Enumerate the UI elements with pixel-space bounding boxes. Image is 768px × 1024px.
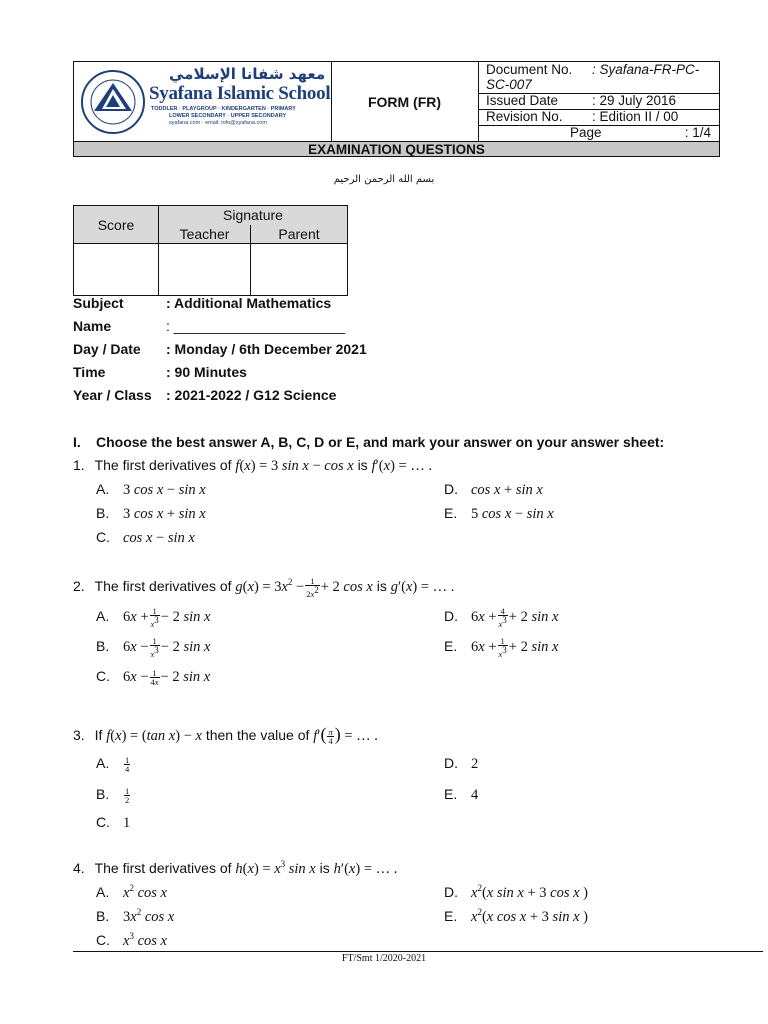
question-prefix: The first derivatives of [94, 577, 232, 594]
question-3-expression: f(x) = (tan x) − x [106, 728, 202, 744]
q2-option-e[interactable]: E. 6x + $\frac{1}{x^3}$ + 2 sin x [444, 636, 559, 659]
q1-option-c[interactable]: C. cos x − sin x [96, 529, 195, 546]
question-number: 2. [73, 577, 85, 594]
question-4-target: h′(x) = … . [333, 860, 398, 877]
question-3-target: f′( $\frac{\pi}{4}$ ) = … . [313, 724, 378, 747]
field-value: : 2021-2022 / G12 Science [166, 387, 337, 403]
q2-option-a[interactable]: A. 6x + $\frac{1}{x^3}$ − 2 sin x [96, 606, 211, 629]
document-info [478, 62, 719, 141]
question-mid: then the value of [205, 727, 310, 743]
school-levels-1: TODDLER · PLAYGROUP · KINDERGARTEN · PRIMARY [151, 106, 296, 112]
school-name: Syafana Islamic School [149, 83, 331, 104]
form-label: FORM (FR) [331, 62, 479, 141]
q4-option-b[interactable]: B. $3x^2$ cos x [96, 907, 175, 925]
score-cell[interactable] [74, 244, 159, 296]
field-value: : Additional Mathematics [166, 295, 332, 311]
revision-value: : Edition II / 00 [592, 109, 679, 124]
question-2-target: g′(x) = … . [390, 578, 455, 595]
q2-option-c[interactable]: C. 6x − $\frac{1}{4x}$ − 2 sin x [96, 668, 211, 688]
question-4 [73, 859, 397, 878]
field-label: Year / Class [73, 387, 152, 403]
arabic-school-name: معهد شفانا الإسلامي [169, 65, 326, 83]
doc-no-label: Document No. [486, 62, 573, 77]
teacher-header: Teacher [159, 225, 251, 244]
question-prefix: The first derivatives of [94, 457, 232, 473]
field-label: Day / Date [73, 341, 141, 357]
field-label: Name [73, 318, 112, 334]
school-logo-block [74, 62, 332, 141]
section-number: I. [73, 434, 81, 450]
school-contact: syafana.com · email: info@syafana.com [169, 120, 267, 126]
q1-option-d[interactable]: D. cos x + sin x [444, 481, 543, 498]
score-header: Score [74, 206, 159, 244]
issued-row [478, 93, 719, 110]
school-logo-emblem [80, 65, 146, 139]
footer-code: FT/Smt 1/2020-2021 [341, 953, 427, 964]
q1-option-b[interactable]: B. 3 cos x + sin x [96, 505, 206, 522]
question-prefix: If [94, 727, 103, 743]
teacher-signature-cell[interactable] [159, 244, 251, 296]
page-value: : 1/4 [684, 125, 711, 140]
school-levels-2: LOWER SECONDARY · UPPER SECONDARY [169, 113, 287, 119]
q1-option-e[interactable]: E. 5 cos x − sin x [444, 505, 554, 522]
question-3 [73, 724, 378, 745]
doc-no-value-2: SC-007 [486, 77, 532, 92]
revision-row [478, 109, 719, 126]
question-2 [73, 577, 454, 598]
footer-divider [73, 951, 763, 952]
revision-label: Revision No. [486, 109, 563, 124]
q3-option-d[interactable]: D. 2 [444, 755, 479, 772]
doc-no-value: : Syafana-FR-PC- [592, 62, 700, 77]
signature-header: Signature [159, 206, 348, 225]
basmala: بسم الله الرحمن الرحيم [333, 174, 435, 185]
page-label: Page [570, 125, 602, 140]
doc-no-row [478, 62, 719, 94]
q1-option-a[interactable]: A. 3 cos x − sin x [96, 481, 206, 498]
question-1-target: f′(x) = … . [371, 458, 433, 474]
q4-option-c[interactable]: C. $x^3$ cos x [96, 931, 167, 949]
q3-option-e[interactable]: E. 4 [444, 786, 479, 803]
question-mid: is [376, 577, 387, 594]
q2-option-d[interactable]: D. 6x + $\frac{4}{x^3}$ + 2 sin x [444, 606, 559, 629]
question-prefix: The first derivatives of [94, 859, 232, 876]
exam-title-band: EXAMINATION QUESTIONS [74, 141, 719, 156]
q3-option-b[interactable]: B. $\frac{1}{2}$ [96, 786, 130, 806]
question-mid: is [319, 859, 330, 876]
field-label: Subject [73, 295, 124, 311]
name-blank[interactable]: : ______________________ [166, 318, 346, 334]
question-mid: is [357, 457, 368, 473]
question-number: 4. [73, 859, 85, 876]
question-4-expression: $h(x) = x^3$ sin x [235, 859, 316, 877]
score-signature-table [73, 205, 348, 296]
q4-option-a[interactable]: A. $x^2$ cos x [96, 883, 167, 901]
question-number: 1. [73, 457, 85, 473]
q3-option-a[interactable]: A. $\frac{1}{4}$ [96, 755, 130, 775]
document-header [73, 61, 720, 157]
q4-option-e[interactable]: E. $x^2(x$ cos x + 3 sin x ) [444, 907, 588, 925]
question-1 [73, 457, 432, 475]
parent-signature-cell[interactable] [251, 244, 348, 296]
parent-header: Parent [251, 225, 348, 244]
field-value: : 90 Minutes [166, 364, 247, 380]
page-row [478, 125, 719, 141]
q4-option-d[interactable]: D. $x^2(x$ sin x + 3 cos x ) [444, 883, 588, 901]
q2-option-b[interactable]: B. 6x − $\frac{1}{x^3}$ − 2 sin x [96, 636, 211, 659]
question-number: 3. [73, 727, 85, 743]
issued-label: Issued Date [486, 93, 559, 108]
issued-value: : 29 July 2016 [592, 93, 677, 108]
question-2-expression: $g(x) = 3x^2$ − $\frac{1}{2x^2}$ + 2 cos x [235, 576, 373, 599]
field-value: : Monday / 6th December 2021 [166, 341, 367, 357]
q3-option-c[interactable]: C. 1 [96, 814, 131, 831]
field-label: Time [73, 364, 106, 380]
question-1-expression: f(x) = 3 sin x − cos x [235, 458, 354, 474]
section-instruction: Choose the best answer A, B, C, D or E, and mark your answer on your answer sheet: [96, 434, 665, 450]
